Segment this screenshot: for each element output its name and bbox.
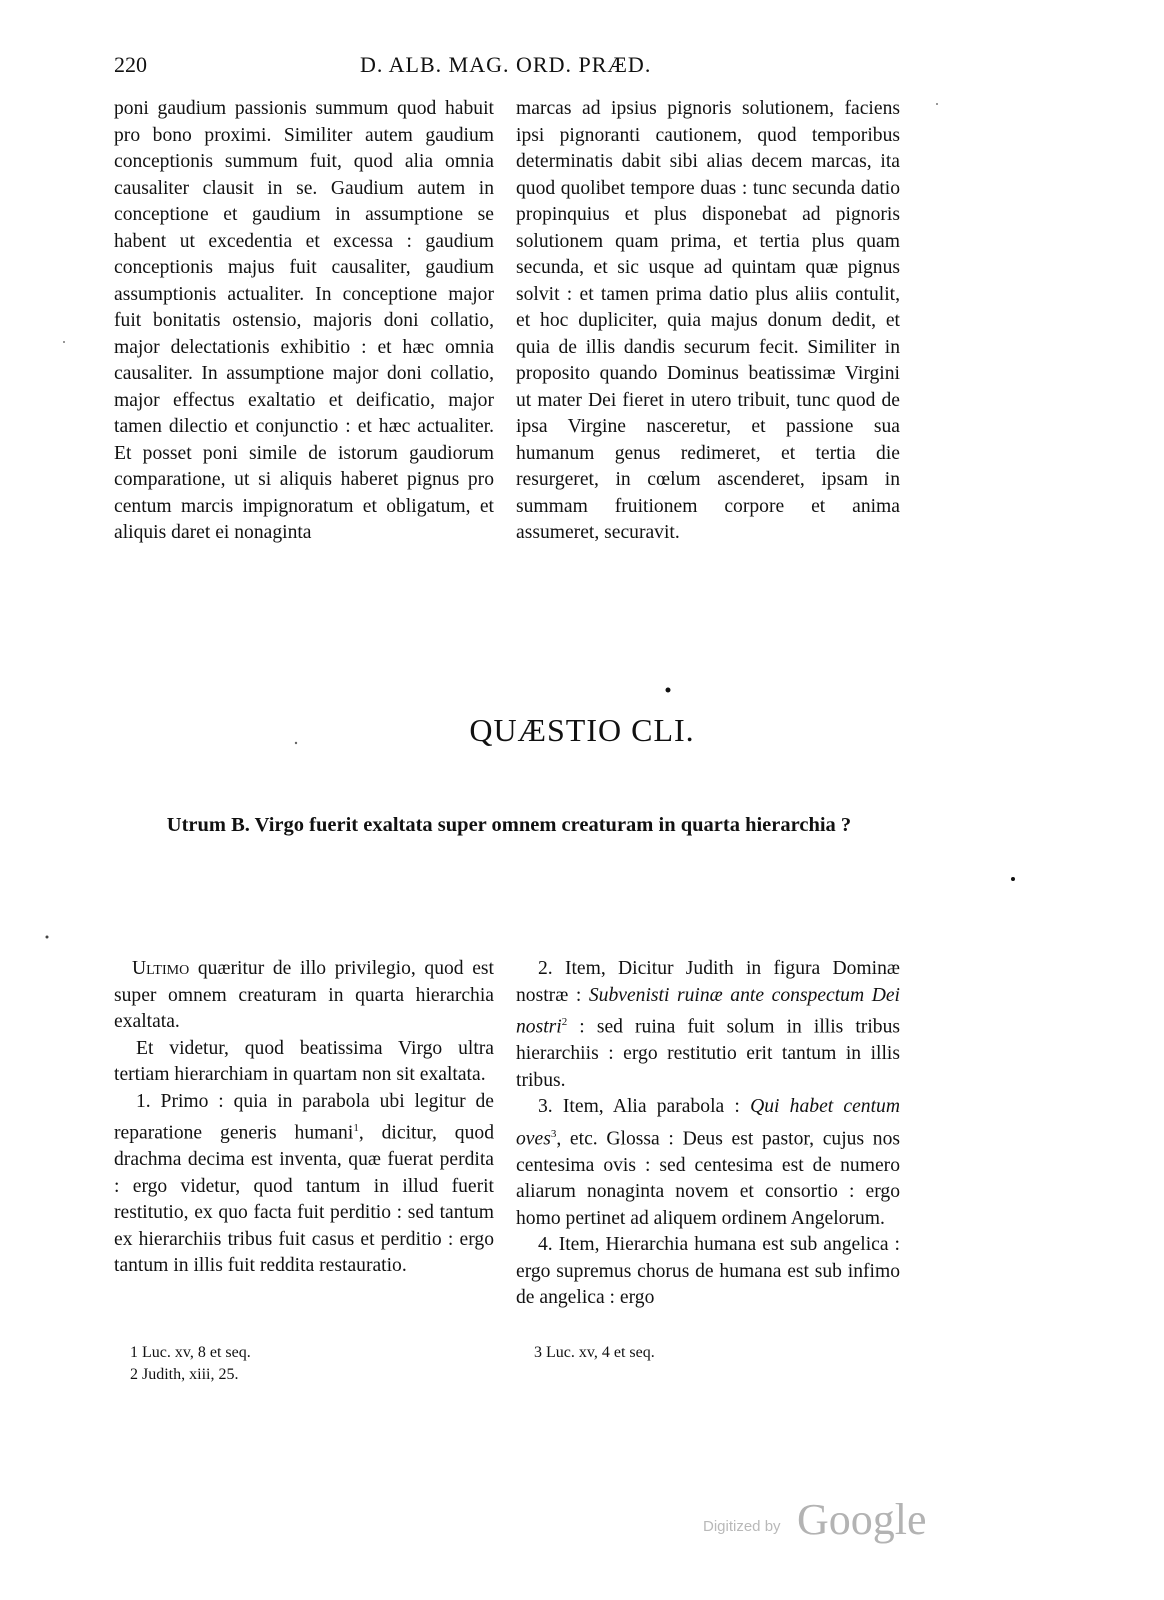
footnote: 3 Luc. xv, 4 et seq. [534, 1344, 655, 1361]
footnote-ref: 2 [561, 1016, 568, 1028]
top-left-paragraph: poni gaudium passionis summum quod habuit pro bono proximi. Similiter autem gaudium conceptionis summum fuit, quod alia omnia causaliter clausit in se. Gaudium autem in conceptione et gaudium in assumptione se habent ut excedentia et excessa : gaudium conceptionis majus fuit causaliter, gaudium assumptionis actualiter. In conceptione major fuit bonitatis ostensio, majoris doni collatio, major delectationis exhibitio : et hæc omnia causaliter. In assumptione major doni collatio, major effectus exaltatio et deificatio, major tamen dilectio et conjunctio : et hæc actualiter. Et posset poni simile de istorum gaudiorum comparatione, ut si aliquis haberet pignus pro centum marcis impignoratum et obligatum, et aliquis daret ei nonaginta [114, 98, 494, 543]
paragraph-argument-4: 4. Item, Hierarchia humana est sub angelica : ergo supremus chorus de humana est sub infimo de angelica : ergo [516, 1234, 900, 1309]
paragraph-text: , etc. Glossa : Deus est pastor, cujus nos centesima ovis : sed centesima est de numero aliarum nonaginta novem et consortio : ergo homo pertinet ad aliquem ordinem Angelorum. [516, 1128, 900, 1229]
page-number: 220 [114, 52, 147, 77]
question-subtitle: Utrum B. Virgo fuerit exaltata super omnem creaturam in quarta hierarchia ? [166, 814, 852, 836]
speck [1011, 877, 1015, 881]
digitized-by-label: Digitized by [703, 1518, 781, 1535]
paragraph-text: 2. Item, Dicitur Judith in figura Dominæ nostræ : [516, 958, 900, 1006]
quotation: Subvenisti ruinæ ante conspectum Dei nostri [516, 984, 900, 1038]
running-title: D. ALB. MAG. ORD. PRÆD. [360, 52, 652, 77]
paragraph-text: : sed ruina fuit solum in illis tribus hierarchiis : ergo restitutio erit tantum in illis tribus. [516, 1016, 900, 1091]
quotation: Qui habet centum oves [516, 1096, 900, 1150]
speck [63, 341, 65, 343]
footnote-ref: 3 [550, 1127, 557, 1140]
speck [46, 936, 49, 939]
footnote-ref: 1 [353, 1122, 359, 1134]
question-title: QUÆSTIO CLI. [469, 712, 695, 748]
google-logo: Google [797, 1495, 927, 1544]
footnote: 2 Judith, xiii, 25. [130, 1366, 239, 1383]
paragraph-text: , dicitur, quod drachma decima est inventa, quæ fuerat perdita : ergo videtur, quod tantum in illud fuerit restitutio, ex quo facta fuit perditio : sed tantum ex hierarchiis tribus fuit casus et perditio : ergo tantum in illis fuit reddita restauratio. [114, 1122, 494, 1277]
paragraph-text: 1. Primo : quia in parabola ubi legitur de reparatione generis humani [114, 1090, 494, 1144]
top-right-paragraph: marcas ad ipsius pignoris solutionem, faciens ipsi pignoranti cautionem, quod temporibus determinatis dabit sibi alias decem marcas, ita quod quolibet tempore duas : tunc secunda datio propinquius et plus disponebat ad pignoris solutionem quam prima, et tertia plus quam secunda, et sic usque ad quintam quæ pignus solvit : et tamen prima datio plus aliis contulit, et hoc dupliciter, quia majus donum dedit, et quia de illis dandis securum fecit. Similiter in proposito quando Dominus beatissimæ Virgini ut mater Dei fieret in utero tribuit, tunc quod de ipsa Virgine nasceretur, et passione sua humanum genus redimeret, et tertia die resurgeret, in cœlum ascenderet, ipsam in summam fruitionem corpore et anima assumeret, securavit. [516, 98, 900, 543]
speck [936, 103, 938, 105]
speck [295, 742, 297, 744]
paragraph-text: 3. Item, Alia parabola : [538, 1096, 751, 1118]
footnote: 1 Luc. xv, 8 et seq. [130, 1344, 251, 1361]
paragraph-et-videtur: Et videtur, quod beatissima Virgo ultra tertiam hierarchiam in quartam non sit exaltata. [114, 1037, 494, 1085]
paragraph-text: quæritur de illo privilegio, quod est super omnem creaturam in quarta hierarchia exaltata. [114, 958, 494, 1032]
speck [666, 688, 671, 693]
smallcaps-initial: Ultimo [132, 958, 190, 979]
